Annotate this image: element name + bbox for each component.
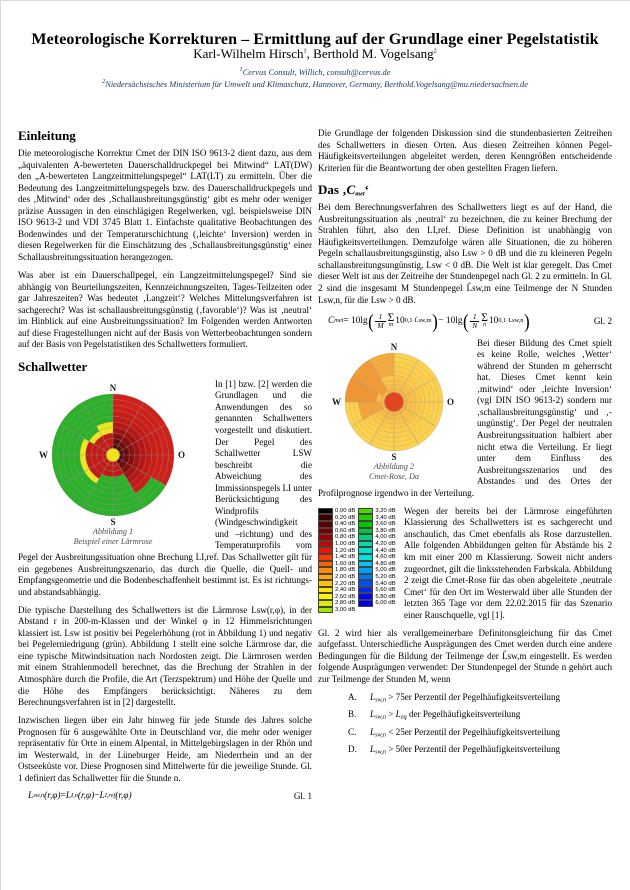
list-item-letter: D. — [348, 744, 357, 755]
equation-gl1-label: Gl. 1 — [293, 790, 312, 801]
affiliation-2: $^2$Niedersächsisches Ministerium für Umwelt und Klimaschutz, Hannover, Germany, Berthold.Vogelsang@mu.niedersachsen.de — [102, 78, 528, 90]
rose-svg — [320, 340, 468, 462]
legend-row — [318, 567, 355, 574]
cmet-rose-chart — [318, 340, 470, 462]
legend-label: 2,20 dB — [335, 580, 356, 587]
figure-1 — [18, 381, 208, 548]
legend-swatch — [358, 514, 373, 521]
heading-schallwetter: Schallwetter — [18, 358, 88, 374]
legend-label: 1,20 dB — [335, 547, 356, 554]
laermrose-chart — [18, 381, 208, 527]
legend-swatch — [358, 521, 373, 528]
figure-2-block — [318, 338, 612, 506]
legend-row — [318, 587, 355, 594]
legend-swatch — [358, 528, 373, 535]
legend-label: 3,00 dB — [335, 606, 356, 613]
legend-label: 5,20 dB — [375, 574, 396, 580]
legend-label: 5,60 dB — [375, 587, 396, 594]
legend-row — [358, 574, 395, 581]
paragraph-diskussion: Die Grundlage der folgenden Diskussion sind die stundenbasierten Zeitreihen des Schallwetters in diesen Orten. Aus diesen Zeitreihen können Pegel-Häufigkeitsverteilungen abgeleitet werden, deren Kenngrößen entscheidende Kriterien für die Beantwortung der oben gestellten Fragen liefern. — [318, 128, 612, 173]
legend-label: 5,00 dB — [375, 567, 396, 574]
legend-row — [358, 561, 395, 568]
legend-label: 0,00 dB — [335, 508, 356, 515]
paragraph-cmet-1: Bei dem Berechnungsverfahren des Schallwetters liegt es auf der Hand, die Ausbreitungssituation als ‚neutral‘ zu bezeichnen, die zu keiner Brechung der Strahlen führt, also den LI,ref. Diese Definition ist unabhängig von Häufigkeitsverteilungen. Demzufolge wären alle Situationen, die zu höheren Pegeln schallausbreitungsgünstig, also Lsw > 0 dB und die zu kleineren Pegeln schallausbreitungsungünstig, Lsw < 0 dB. Die Welt ist klar geregelt. Das Cmet dieser Welt ist aus der Zeitreihe der Stundenpegel nach Gl. 2 zu ermitteln. In Gl. 2 sind die insgesamt M Stundenpegel L̃sw,m eine Teilmenge der N Stunden Lsw,n, für die Lsw > 0 dB. — [318, 202, 612, 305]
list-item-text: $L_{sw,n} > L_{eq}$ der Pegelhäufigkeitsverteilung — [370, 709, 521, 721]
legend-label: 2,60 dB — [335, 593, 356, 600]
legend-label: 3,80 dB — [375, 527, 396, 534]
compass-label: S — [110, 516, 116, 527]
legend-swatch — [318, 521, 333, 528]
equation-gl2-label: Gl. 2 — [593, 316, 612, 327]
legend-row — [358, 521, 395, 528]
legend-label: 3,40 dB — [375, 514, 396, 521]
paragraph-cmet-3: Wegen der bereits bei der Lärmrose eingeführten Klassierung des Schallwetters ist es sachgerecht und anschaulich, das Cmet ebenfalls als Rose darzustellen. Alle folgenden Abbildungen gelten für Abstände bis 2 km mit einer 200 m Klassierung. Soweit nicht anders zugeordnet, gilt die linksstehenden Farbskala. Abbildung 2 zeigt die Cmet-Rose für das oben abgeleitete ‚neutrale Cmet‘ für den Ort im Westerwald über alle Stunden der letzten 365 Tage vor dem 22.02.2015 für das Szenario einer Rauschquelle, vgl [1]. — [404, 505, 612, 620]
legend-swatch — [358, 554, 373, 561]
right-column — [318, 128, 612, 762]
legend-label: 0,80 dB — [335, 534, 356, 541]
paragraph-cmet-2: Bei dieser Bildung des Cmet spielt es keine Rolle, welches ‚Wetter‘ während der Stunden m geherrscht hat. Dieses Cmet kennt kein ‚mitwind‘ oder ‚leichte Inversion‘ (vgl DIN ISO 9613-2) sondern nur ‚schallausbreitungsgünstig‘ und ‚-ungünstig‘. Der Pegel der neutralen Ausbreitungssituation halbiert aber nicht etwa die Verteilung. Er liegt unter dem Einfluss des Ausbreitungsszenarios und des Abstandes und des Ortes der Profilprognose irgendwo in der Verteilung. — [318, 337, 612, 498]
legend-label: 1,00 dB — [335, 541, 356, 548]
legend-swatch — [318, 607, 333, 614]
heading-das-cmet: Das $‚C_{met}‘$ — [318, 182, 369, 198]
equation-gl2 — [318, 310, 612, 333]
legend-label: 4,20 dB — [375, 541, 396, 548]
figure-2-label: Abbildung 2 — [373, 461, 415, 471]
list-item-letter: C. — [348, 726, 357, 737]
legend-swatch — [358, 574, 373, 581]
legend-row — [318, 534, 355, 541]
legend-swatch — [318, 508, 333, 515]
legend-label: 4,80 dB — [375, 560, 396, 567]
legend-swatch — [358, 600, 373, 607]
compass-label: N — [390, 341, 398, 352]
legend-swatch — [318, 554, 333, 561]
legend-label: 2,00 dB — [335, 574, 356, 580]
figure-1-block — [18, 379, 312, 605]
criteria-list — [318, 692, 612, 755]
affiliation-1: $^1$Cervus Consult, Willich, consult@cervus.de — [239, 66, 391, 77]
legend-swatch — [318, 534, 333, 541]
compass-label: W — [332, 396, 341, 407]
paragraph-intro-2: Was aber ist ein Dauerschallpegel, ein Langzeitmittelungspegel? Sind sie abhängig von Beurteilungszeiten, Kennzeichnungszeiten, Tages-Teilzeiten oder gar Jahreszeiten? Was bedeutet ‚Langzeit‘? Welches Mittelungsverfahren ist sachgerecht? Was ist schallausbreitungsgünstig (‚favorable‘)? Was ist ‚neutral‘ im Hinblick auf eine Ausbreitungssituation? Im Folgenden werden Antworten auf diese Fragestellungen nicht auf der Basis von Wetterbeobachtungen sondern auf der Basis von Pegelstatistiken des Schallwetters formuliert. — [18, 269, 312, 350]
legend-swatch — [358, 567, 373, 574]
list-item-text: $L_{sw,n} > 50er$ Perzentil der Pegelhäufigkeitsverteilung — [370, 744, 561, 756]
legend-row — [318, 593, 355, 600]
legend-label: 2,40 dB — [335, 587, 356, 594]
equation-gl1 — [18, 791, 312, 801]
equation-gl1-body: L sw,n (r,φ) = L I,n (r,φ) − L I,ref (r,φ) — [28, 790, 132, 801]
legend-block — [318, 506, 612, 628]
legend-row — [318, 607, 355, 614]
legend-label: 0,60 dB — [335, 527, 356, 534]
legend-column — [318, 508, 355, 614]
legend-row — [358, 534, 395, 541]
list-item-letter: B. — [348, 709, 357, 720]
legend-label: 2,80 dB — [335, 600, 356, 607]
figure-1-subtitle: Beispiel einer Lärmrose — [73, 537, 153, 547]
figure-1-label: Abbildung 1 — [92, 526, 134, 536]
legend-row — [318, 508, 355, 515]
legend-row — [358, 580, 395, 587]
legend-label: 3,60 dB — [375, 521, 396, 528]
color-scale-legend — [318, 508, 398, 614]
list-item-text: $L_{sw,n} > 75er$ Perzentil der Pegelhäufigkeitsverteilung — [370, 691, 561, 704]
legend-row — [318, 514, 355, 521]
legend-swatch — [318, 580, 333, 587]
legend-swatch — [318, 567, 333, 574]
compass-label: S — [391, 451, 397, 462]
legend-row — [318, 600, 355, 607]
authors-line: Karl-Wilhelm Hirsch$^1$, Berthold M. Vogelsang$^2$ — [193, 46, 437, 61]
list-item-letter: A. — [348, 691, 357, 702]
legend-label: 1,80 dB — [335, 567, 356, 574]
heading-einleitung: Einleitung — [18, 128, 76, 143]
paragraph-cmet-4: Gl. 2 wird hier als verallgemeinerbare Definitonsgleichung für das Cmet aufgefasst. Unterschiedliche Ausprägungen des Cmet werden durch eine andere Bedingungen für die Bildung der Teilmenge der L̃sw,m eingestellt. Es werden folgende Ausprägungen verwendet: Der Stundenpegel der Stunde n gehört auch zur Teilmenge der Stunden M, wenn — [318, 627, 612, 684]
legend-swatch — [358, 561, 373, 568]
paragraph-schallwetter-3: Inzwischen liegen über ein Jahr hinweg für jede Stunde des Jahres solche Prognosen für 6 ausgewählte Orte in Deutschland vor, die mehr oder weniger repräsentativ für Orte in einem Alpental, in Mittelgebirgslagen in der Rhön und im Westerwald, in der Lüneburger Heide, am Niederrhein und an der Ostseeküste vor. Diese Prognosen sind Mittelwerte für die jeweilige Stunde. Gl. 1 definiert das Schallwetter für die Stunde n. — [18, 715, 312, 783]
legend-row — [358, 593, 395, 600]
legend-column — [358, 508, 395, 614]
legend-label: 0,20 dB — [335, 514, 356, 521]
legend-row — [318, 574, 355, 581]
compass-label: O — [178, 449, 186, 460]
legend-swatch — [358, 593, 373, 600]
affiliations — [0, 67, 630, 91]
legend-row — [358, 554, 395, 561]
left-column — [18, 128, 312, 809]
compass-label: N — [109, 382, 117, 393]
legend-row — [358, 528, 395, 535]
legend-label: 4,60 dB — [375, 554, 396, 561]
figure-1-caption — [18, 527, 208, 548]
paragraph-schallwetter-1: In [1] bzw. [2] werden die Grundlagen und die Anwendungen des so genannten Schallwetters vorgestellt und diskutiert. Der Pegel des Schallwetter LSW beschreibt die Abweichung des Immissionspegels LI unter Berücksichtigung des Windprofils (Windgeschwindigkeit und –richtung) und des Temperaturprofils vom Pegel der Ausbreitungssituation ohne Brechung LI,ref. Das Schallwetter gilt für ein gegebenes Ausbreitungszenario, das durch die Quelle, die Quell- und Empfangsgeometrie und die Bodenbeschaffenheit bestimmt ist. Es ist richtungs- und abstandsabhängig. — [18, 378, 312, 597]
paragraph-intro-1: Die meteorologische Korrektur Cmet der DIN ISO 9613-2 dient dazu, aus dem „äquivalenten A-bewerteten Dauerschalldruckpegel bei Mitwind“ LAT(DW) den „A-bewerteten Langzeitmittelungspegel“ LAT(LT) zu ermitteln. Über die Bedeutung des Langzeitmittelungspegels bzw. des Dauerschalldruckpegels und des ‚Mitwind‘ oder des ‚Schallausbreitungsgünstig‘ gibt es mehr oder weniger präzise Aussagen in den einschlägigen Regelwerken, vgl. beispielsweise DIN ISO 9613-2 und VDI 3745 Blatt 1. Einfachste qualitative Beobachtungen des Bodenwindes und der Temperaturschichtung (‚leichte‘ Inversion) werden in diesen Regelwerken für die Einschätzung des ‚Schallausbreitungsgünstig‘ einer Schallausbreitungssituation herangezogen. — [18, 148, 312, 262]
compass-label: O — [447, 396, 455, 407]
paragraph-schallwetter-2: Die typische Darstellung des Schallwetters ist die Lärmrose Lsw(r,φ), in der Abstand r in 200-m-Klassen und der Winkel φ in 12 Himmelsrichtungen klassiert ist. Lsw ist positiv bei Pegelerhöhung (rot in Abbildung 1) und negativ bei Pegelerniedrigung (grün). Abbildung 1 stellt eine solche Lärmrose dar, die eine typische Mitwindsituation nach Nordosten zeigt. Die Lärmrosen werden mit einem Strahlenmodell berechnet, das die Brechung der Strahlen in der Atmosphäre durch die Profile, die Art (Terzspektrum) und Höhe der Quelle und die Höhe des Empfängers berücksichtigt. Näheres zu dem Berechnungsverfahren ist in [2] dargestellt. — [18, 604, 312, 708]
list-item-d — [318, 744, 612, 754]
legend-row — [358, 514, 395, 521]
legend-swatch — [318, 587, 333, 594]
list-item-a — [318, 692, 612, 702]
compass-label: W — [39, 449, 48, 460]
legend-row — [358, 541, 395, 548]
legend-label: 1,60 dB — [335, 560, 356, 567]
legend-swatch — [358, 541, 373, 548]
legend-swatch — [318, 561, 333, 568]
figure-2 — [318, 340, 470, 483]
legend-swatch — [318, 541, 333, 548]
legend-row — [358, 600, 395, 607]
legend-label: 5,40 dB — [375, 580, 396, 587]
legend-swatch — [358, 508, 373, 515]
legend-row — [318, 541, 355, 548]
legend-label: 0,40 dB — [335, 521, 356, 528]
legend-swatch — [358, 580, 373, 587]
legend-label: 4,00 dB — [375, 534, 396, 541]
legend-row — [318, 561, 355, 568]
legend-label: 1,40 dB — [335, 554, 356, 561]
page-title: Meteorologische Korrekturen – Ermittlung auf der Grundlage einer Pegelstatistik — [31, 30, 599, 48]
legend-swatch — [318, 593, 333, 600]
figure-2-caption — [318, 462, 470, 483]
legend-label: 3,20 dB — [375, 508, 396, 515]
legend-row — [318, 554, 355, 561]
figure-2-subtitle: Cmet-Rose, Da — [368, 472, 420, 482]
equation-gl2-body: C met = 10lg ( $\frac{1}{M}$ Σ m 10 0,1·L̃sw,m ) − 10lg ( $\frac{1}{N}$ Σ n 10 0,1·Lsw,n ) — [328, 310, 530, 333]
legend-swatch — [358, 534, 373, 541]
legend-row — [318, 547, 355, 554]
legend-swatch — [318, 528, 333, 535]
legend-label: 5,80 dB — [375, 593, 396, 600]
legend-row — [318, 580, 355, 587]
legend-row — [358, 508, 395, 515]
legend-swatch — [318, 514, 333, 521]
legend-swatch — [358, 587, 373, 594]
legend-swatch — [318, 574, 333, 581]
rose-svg — [23, 381, 203, 527]
legend-row — [318, 528, 355, 535]
legend-swatch — [318, 547, 333, 554]
legend-row — [358, 567, 395, 574]
list-item-text: $L_{sw,n} < 25er$ Perzentil der Pegelhäufigkeitsverteilung — [370, 726, 561, 739]
legend-label: 6,00 dB — [375, 600, 396, 607]
legend-label: 4,40 dB — [375, 547, 396, 554]
list-item-b — [318, 709, 612, 719]
legend-swatch — [318, 600, 333, 607]
legend-swatch — [358, 547, 373, 554]
legend-row — [358, 547, 395, 554]
legend-row — [318, 521, 355, 528]
list-item-c — [318, 727, 612, 737]
legend-row — [358, 587, 395, 594]
